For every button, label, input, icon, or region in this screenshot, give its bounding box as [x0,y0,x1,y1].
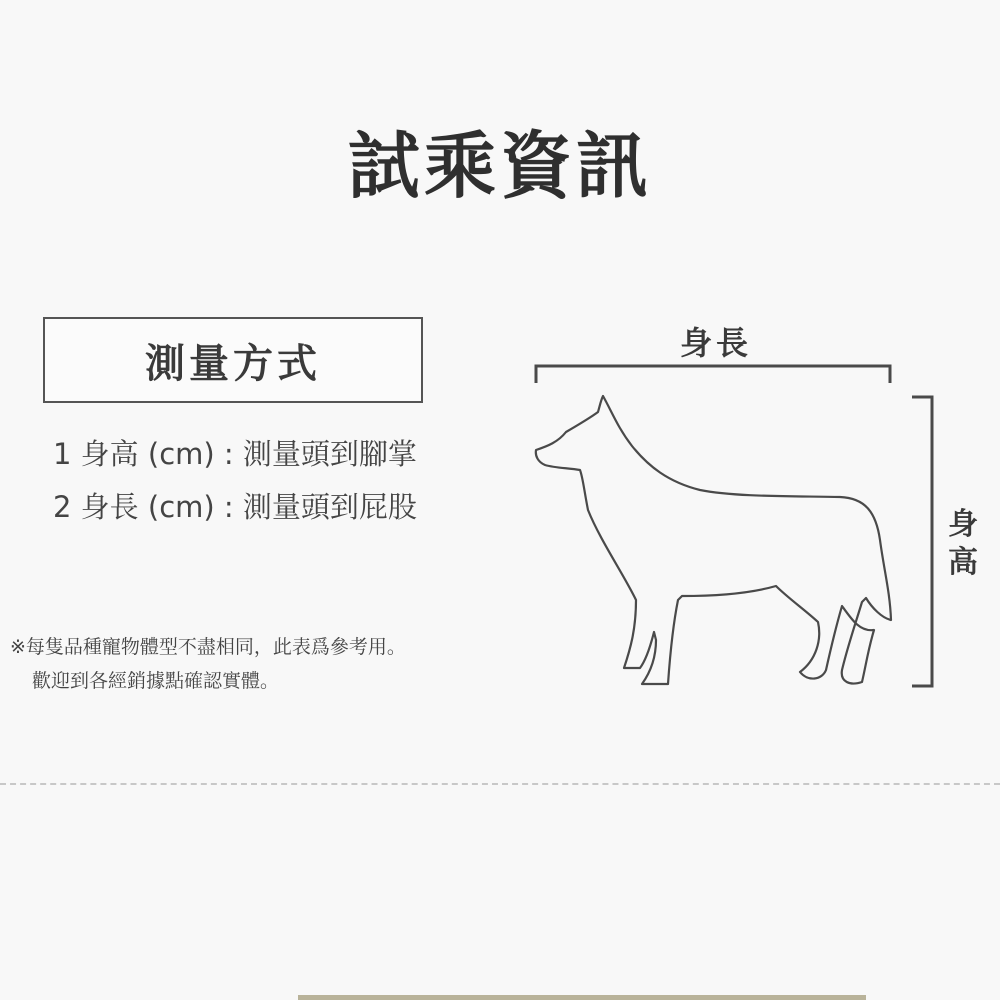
length-measure-instruction: 2 身長 (cm) : 測量頭到屁股 [53,490,417,524]
dog-silhouette-icon [536,396,891,684]
section-divider [0,783,1000,785]
dealer-note: 歡迎到各經銷據點確認實體。 [32,670,280,692]
body-height-label-bottom: 高 [948,545,978,580]
measurement-method-heading: 測量方式 [145,340,321,387]
height-measure-instruction: 1 身高 (cm) : 測量頭到腳掌 [53,437,417,471]
measurement-method-box [43,317,423,403]
body-height-label [946,506,980,582]
body-length-bracket [536,366,890,383]
page-title: 試乘資訊 [347,123,652,208]
body-height-bracket [912,397,932,686]
next-section-image-edge [298,995,866,1000]
body-length-label: 身長 [680,324,753,362]
reference-note: ※每隻品種寵物體型不盡相同，此表爲參考用。 [10,636,406,658]
body-height-label-top: 身 [948,507,978,542]
